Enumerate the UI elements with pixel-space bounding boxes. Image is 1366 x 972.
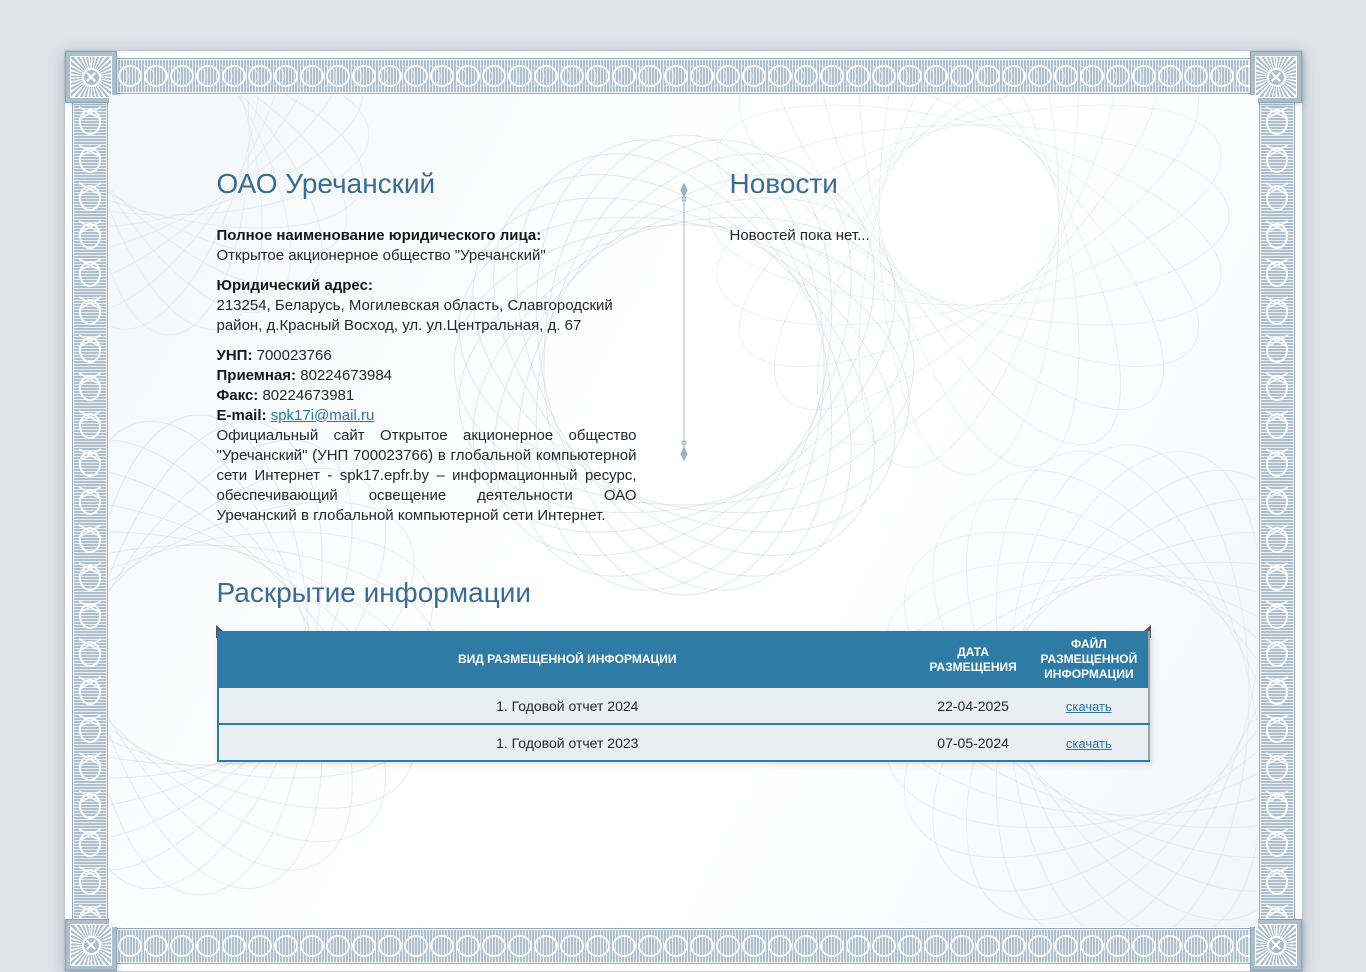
news-section [730, 167, 1150, 526]
full-name-block [217, 226, 637, 266]
main-content [217, 51, 1150, 762]
column-header-info-type: ВИД РАЗМЕЩЕННОЙ ИНФОРМАЦИИ [218, 631, 917, 688]
reception-label: Приемная: [216, 366, 297, 384]
site-description: Официальный сайт Открытое акционерное общество "Уречанский" (УНП 700023766) в глобальной компьютерной сети Интернет - spk17.epfr.by – информационный ресурс, обеспечивающий освещение деятельности ОАО Уречанский в глобальной компьютерной сети Интернет. [216, 426, 637, 524]
news-title: Новости [729, 168, 838, 199]
border-band-bottom [117, 929, 1250, 963]
two-column-layout [217, 167, 1150, 526]
guilloche-corner-ornament [66, 920, 116, 970]
row-info-name: 1. Годовой отчет 2024 [218, 688, 917, 724]
email-link[interactable]: spk17i@mail.ru [270, 406, 375, 424]
email-label: E-mail: [216, 406, 267, 424]
page [0, 50, 1366, 818]
band-pattern [73, 103, 107, 919]
band-pattern [117, 929, 1250, 963]
reception-block [217, 366, 637, 386]
address-value: 213254, Беларусь, Могилевская область, Славгородский район, д.Красный Восход, ул. ул.Центральная, д. 67 [216, 296, 613, 334]
fax-label: Факс: [216, 386, 259, 404]
download-link[interactable]: скачать [1065, 735, 1112, 751]
disclosure-table [217, 631, 1150, 762]
company-title: ОАО Уречанский [216, 168, 436, 199]
address-block [217, 276, 637, 336]
table-row [218, 688, 1149, 724]
table-row [218, 724, 1149, 761]
row-info-name: 1. Годовой отчет 2023 [218, 724, 917, 761]
fax-block [217, 386, 637, 406]
disclosure-title: Раскрытие информации [216, 576, 532, 608]
band-pattern [1260, 103, 1294, 919]
fax-value: 80224673981 [262, 386, 355, 404]
border-band-left [73, 103, 107, 919]
unp-block [217, 346, 637, 366]
unp-label: УНП: [216, 346, 253, 364]
guilloche-corner-ornament [1251, 52, 1301, 102]
email-block [217, 406, 637, 426]
row-date: 07-05-2024 [916, 724, 1030, 761]
full-name-label: Полное наименование юридического лица: [216, 226, 542, 244]
guilloche-corner-ornament [1251, 920, 1301, 970]
news-empty-text: Новостей пока нет... [729, 226, 870, 244]
company-info-section [217, 167, 637, 526]
row-date: 22-04-2025 [916, 688, 1030, 724]
certificate-frame [64, 50, 1303, 972]
disclosure-table-wrap [217, 631, 1150, 762]
column-header-file: ФАЙЛ РАЗМЕЩЕННОЙ ИНФОРМАЦИИ [1030, 631, 1148, 688]
full-name-value: Открытое акционерное общество "Уречанский" [216, 246, 546, 264]
border-band-right [1260, 103, 1294, 919]
column-header-date: ДАТА РАЗМЕЩЕНИЯ [916, 631, 1030, 688]
reception-value: 80224673984 [300, 366, 392, 384]
address-label: Юридический адрес: [216, 276, 373, 294]
table-header-row [218, 631, 1149, 688]
unp-value: 700023766 [256, 346, 332, 364]
download-link[interactable]: скачать [1065, 698, 1112, 714]
